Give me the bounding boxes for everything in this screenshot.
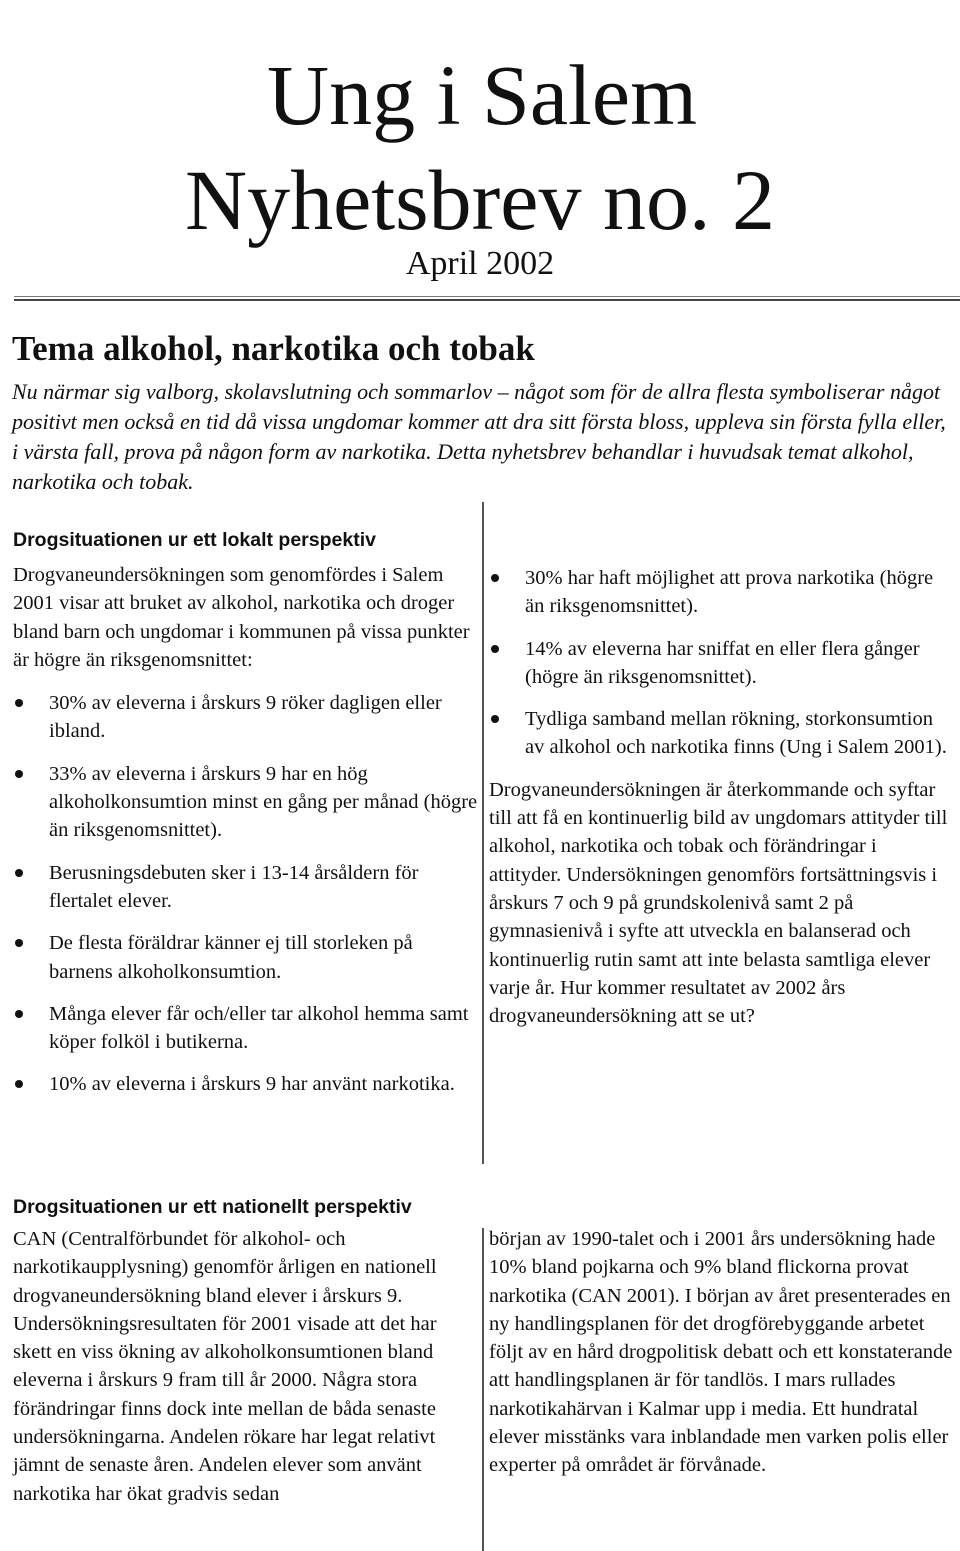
national-left-column — [13, 1194, 478, 1508]
national-paragraph-continued: början av 1990-talet och i 2001 års undersökning hade 10% bland pojkarna och 9% bland flickorna provat narkotika (CAN 2001). I början av året presenterades en ny handlingsplanen för det drogförebyggande arbetet följt av en hård drogpolitisk debatt och ett konstaterande att handlingsplanen är för tandlös. I mars rullades narkotikahärvan i Kalmar upp i media. Ett hundratal elever misstänks vara inblandade men varken polis eller experter på området är förvånade. — [489, 1228, 953, 1477]
list-item — [13, 760, 478, 845]
issue-date: April 2002 — [405, 245, 555, 282]
local-bullet-list — [13, 689, 478, 1099]
list-item-text: 30% av eleverna i årskurs 9 röker dagligen eller ibland. — [49, 692, 442, 743]
bullet-icon — [491, 715, 499, 723]
bullet-icon — [491, 574, 499, 582]
list-item — [489, 564, 954, 621]
bullet-icon — [15, 869, 23, 877]
bullet-icon — [15, 699, 23, 707]
list-item — [13, 1000, 478, 1057]
newsletter-subtitle: Nyhetsbrev no. 2 — [185, 152, 775, 248]
list-item — [13, 929, 478, 986]
local-section-heading: Drogsituationen ur ett lokalt perspektiv — [13, 529, 376, 551]
newsletter-title: Ung i Salem — [267, 47, 697, 143]
list-item-text: 10% av eleverna i årskurs 9 har använt narkotika. — [49, 1073, 455, 1096]
list-item-text: 30% har haft möjlighet att prova narkotika (högre än riksgenomsnittet). — [525, 567, 934, 618]
bullet-icon — [15, 1010, 23, 1018]
national-section-heading: Drogsituationen ur ett nationellt perspektiv — [13, 1196, 412, 1218]
bullet-icon — [491, 645, 499, 653]
list-item-text: De flesta föräldrar känner ej till storleken på barnens alkoholkonsumtion. — [49, 932, 413, 983]
local-followup-paragraph: Drogvaneundersökningen är återkommande och syftar till att få en kontinuerlig bild av ungdomars attityder till alkohol, narkotika och tobak och förändringar i attityder. Undersökningen genomförs fortsättningsvis i årskurs 7 och 9 på grundskolenivå samt 2 på gymnasienivå i syfte att utveckla en balanserad och kontinuerlig rutin samt att inte belasta samtliga elever varje år. Hur kommer resultatet av 2002 års drogvaneundersökning att se ut? — [489, 778, 948, 1028]
local-right-column — [489, 564, 954, 1030]
header-divider — [14, 296, 960, 301]
local-paragraph: Drogvaneundersökningen som genomfördes i Salem 2001 visar att bruket av alkohol, narkotika och droger bland barn och ungdomar i kommunen på vissa punkter är högre än riksgenomsnittet: — [13, 564, 470, 671]
list-item-text: Berusningsdebuten sker i 13-14 årsåldern för flertalet elever. — [49, 861, 419, 912]
local-left-column — [13, 527, 478, 1099]
list-item-text: Tydliga samband mellan rökning, storkonsumtion av alkohol och narkotika finns (Ung i Salem 2001). — [525, 708, 947, 759]
list-item — [13, 859, 478, 916]
list-item-text: 33% av eleverna i årskurs 9 har en hög alkoholkonsumtion minst en gång per månad (högre än riksgenomsnittet). — [49, 762, 478, 842]
national-paragraph: CAN (Centralförbundet för alkohol- och narkotikaupplysning) genomför årligen en nationell drogvaneundersökning bland elever i årskurs 9. Undersökningsresultaten för 2001 visade att det har skett en viss ökning av alkoholkonsumtionen bland eleverna i årskurs 9 fram till år 2000. Några stora förändringar finns dock inte mellan de båda senaste undersökningarna. Andelen rökare har legat relativt jämnt de senaste åren. Andelen elever som använt narkotika har ökat gradvis sedan — [13, 1228, 437, 1505]
local-bullet-list-continued — [489, 564, 954, 762]
bullet-icon — [15, 1080, 23, 1088]
column-divider — [482, 502, 484, 1164]
theme-heading: Tema alkohol, narkotika och tobak — [12, 329, 535, 368]
column-divider — [482, 1228, 484, 1551]
list-item — [13, 689, 478, 746]
list-item-text: 14% av eleverna har sniffat en eller flera gånger (högre än riksgenomsnittet). — [525, 637, 920, 688]
intro-paragraph: Nu närmar sig valborg, skolavslutning och sommarlov – något som för de allra flesta symboliserar något positivt men också en tid då vissa ungdomar kommer att dra sitt första bloss, uppleva sin första fylla eller, i värsta fall, prova på någon form av narkotika. Detta nyhetsbrev behandlar i huvudsak temat alkohol, narkotika och tobak. — [12, 379, 946, 494]
list-item — [13, 1070, 478, 1098]
bullet-icon — [15, 770, 23, 778]
bullet-icon — [15, 939, 23, 947]
list-item — [489, 635, 954, 692]
national-right-column — [489, 1225, 954, 1480]
list-item-text: Många elever får och/eller tar alkohol hemma samt köper folköl i butikerna. — [49, 1002, 469, 1054]
list-item — [489, 705, 954, 762]
